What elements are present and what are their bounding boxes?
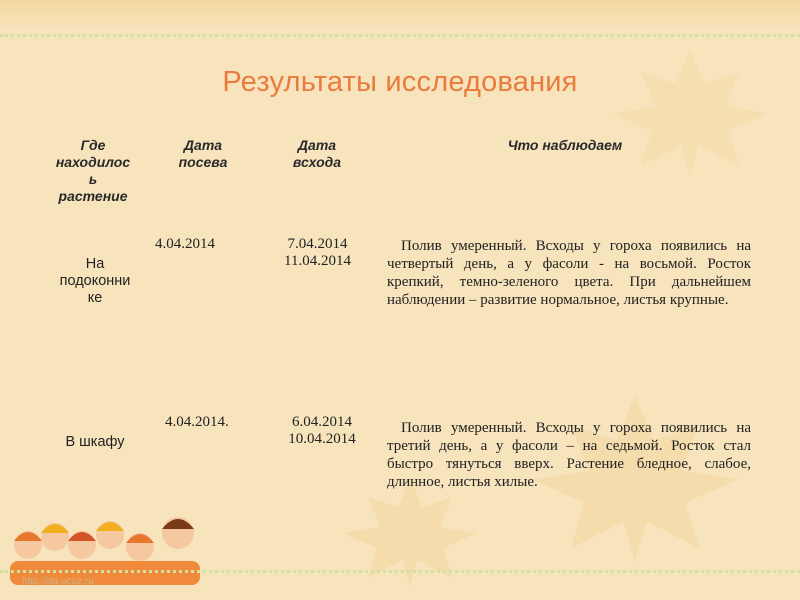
header-place: Где находилос ь растение xyxy=(55,137,131,204)
row2-observation: Полив умеренный. Всходы у гороха появились на третий день, а у фасоли – на седьмой. Росток стал быстро тянуться вверх. Растение бледное, слабое, длинное, листья хилые. xyxy=(387,420,751,490)
row2-place: В шкафу xyxy=(65,434,125,450)
header-sprouting-date: Дата всхода xyxy=(292,137,342,170)
maple-leaf-icon xyxy=(600,40,780,180)
row1-sowing-date: 4.04.2014 xyxy=(155,236,215,252)
watermark-url: http://da.ucoz.ru xyxy=(22,576,94,587)
page-title: Результаты исследования xyxy=(222,66,578,98)
children-illustration-icon xyxy=(0,505,205,585)
top-band xyxy=(0,0,800,30)
row1-observation: Полив умеренный. Всходы у гороха появились на четвертый день, а у фасоли - на восьмой. Росток крепкий, темно-зеленого цвета. При дальнейшем наблюдении – развитие нормальное, листья крупные. xyxy=(387,238,751,308)
row1-sprouting-dates: 7.04.2014 11.04.2014 xyxy=(284,236,351,269)
top-stitch-divider xyxy=(0,34,800,37)
row2-sowing-date: 4.04.2014. xyxy=(165,414,229,430)
row1-place: На подоконни ке xyxy=(59,256,131,306)
row2-sprouting-dates: 6.04.2014 10.04.2014 xyxy=(288,414,356,447)
header-sowing-date: Дата посева xyxy=(178,137,228,170)
header-observation: Что наблюдаем xyxy=(507,137,623,153)
bottom-stitch-divider xyxy=(0,570,800,573)
